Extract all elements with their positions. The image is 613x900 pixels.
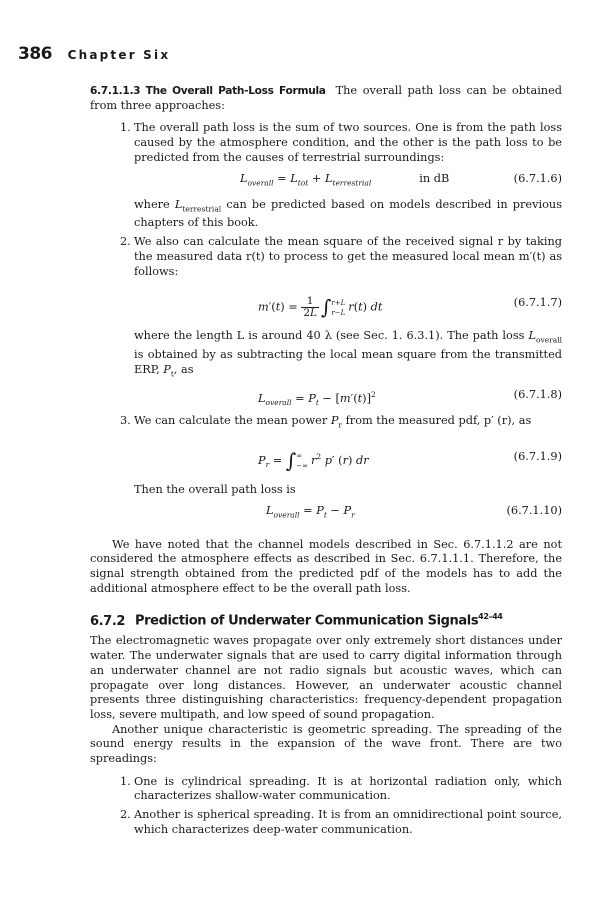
chapter-title: Chapter Six	[67, 48, 171, 62]
equation-6-7-1-6: $L_{overall} = L_{tot} + L_{terrestrial}$ in dB (6.7.1.6)	[240, 171, 562, 187]
list-item: 1. The overall path loss is the sum of two sources. One is from the path loss caused by the atmosphere condition, and the other is the path loss to be predicted from the causes of terrestrial surroundings: $L_{overall} = L_{tot} + L_{terrestrial}$ in dB (6.7.1.6) where $L_{terrestrial}$ can be predicted based on models described in previous chapters of this book.	[120, 121, 562, 230]
subsection-intro: 6.7.1.1.3 The Overall Path-Loss Formula The overall path loss can be obtained from three approaches:	[90, 84, 563, 112]
subsection-heading: 6.7.1.1.3 The Overall Path-Loss Formula	[90, 85, 326, 97]
approach-list	[90, 121, 562, 523]
note-paragraph: We have noted that the channel models described in Sec. 6.7.1.1.2 are not considered the atmosphere effects as described in Sec. 6.7.1.1.1. Therefore, the signal strength obtained from the predicted pdf of the models has to add the additional atmosphere effect to be the overall path loss.	[90, 537, 562, 595]
equation-6-7-1-7: m′(t) = $\frac{1}{2L}$ ∫ r+L r−L r(t) dt (6.7.1.7)	[258, 295, 562, 320]
spreading-list	[90, 775, 562, 838]
page-body	[90, 84, 562, 842]
list-item: 3. We can calculate the mean power $P_r$ from the measured pdf, p′ (r), as $P_r$ = ∫ ∞ −∞ $r^2$ p′ (r) dr (6.7.1.9) Then the overall path loss is $L_{overall} = P_t - P_r$ (6.7.1.10)	[90, 414, 562, 524]
list-item: 1. One is cylindrical spreading. It is at horizontal radiation only, which characterizes shallow-water communication.	[120, 774, 562, 803]
page-number: 386	[18, 44, 52, 64]
section-heading: 6.7.2 Prediction of Underwater Communication Signals$^{42-44}$	[90, 612, 503, 629]
equation-6-7-1-8: $L_{overall} = P_t - [m'(t)]^2$ (6.7.1.8)	[258, 387, 562, 407]
equation-6-7-1-10: $L_{overall} = P_t - P_r$ (6.7.1.10)	[266, 503, 562, 519]
list-item: 2. Another is spherical spreading. It is from an omnidirectional point source, which characterizes deep-water communication.	[120, 808, 562, 836]
section-paragraph-2: Another unique characteristic is geometric spreading. The spreading of the sound energy results in the expansion of the wave front. There are two spreadings:	[90, 722, 562, 766]
list-item: 2. We also can calculate the mean square of the received signal r by taking the measured data r(t) to process to get the measured local mean m′(t) as follows: m′(t) = $\frac{1}{2L}$ ∫ r+L r−L r(t) dt (6.7.1.7) where the length L is around 40 λ (see Sec. 1. 6.3.1). The path loss $L_{overall}$ is obtained by as subtracting the local mean square from the transmitted ERP, $P_t$, as $L_{overall} = P_t - [m'(t)]^2$ (6.7.1.8)	[120, 235, 562, 407]
section-paragraph-1: The electromagnetic waves propagate over only extremely short distances under water. The underwater signals that are used to carry digital information through an underwater channel are not radio signals but acoustic waves, which can propagate over long distances. However, an underwater acoustic channel presents three distinguishing characteristics: frequency-dependent propagation loss, severe multipath, and low speed of sound propagation.	[90, 634, 562, 721]
running-header	[18, 44, 170, 64]
equation-6-7-1-9: $P_r$ = ∫ ∞ −∞ $r^2$ p′ (r) dr (6.7.1.9)	[258, 448, 562, 473]
